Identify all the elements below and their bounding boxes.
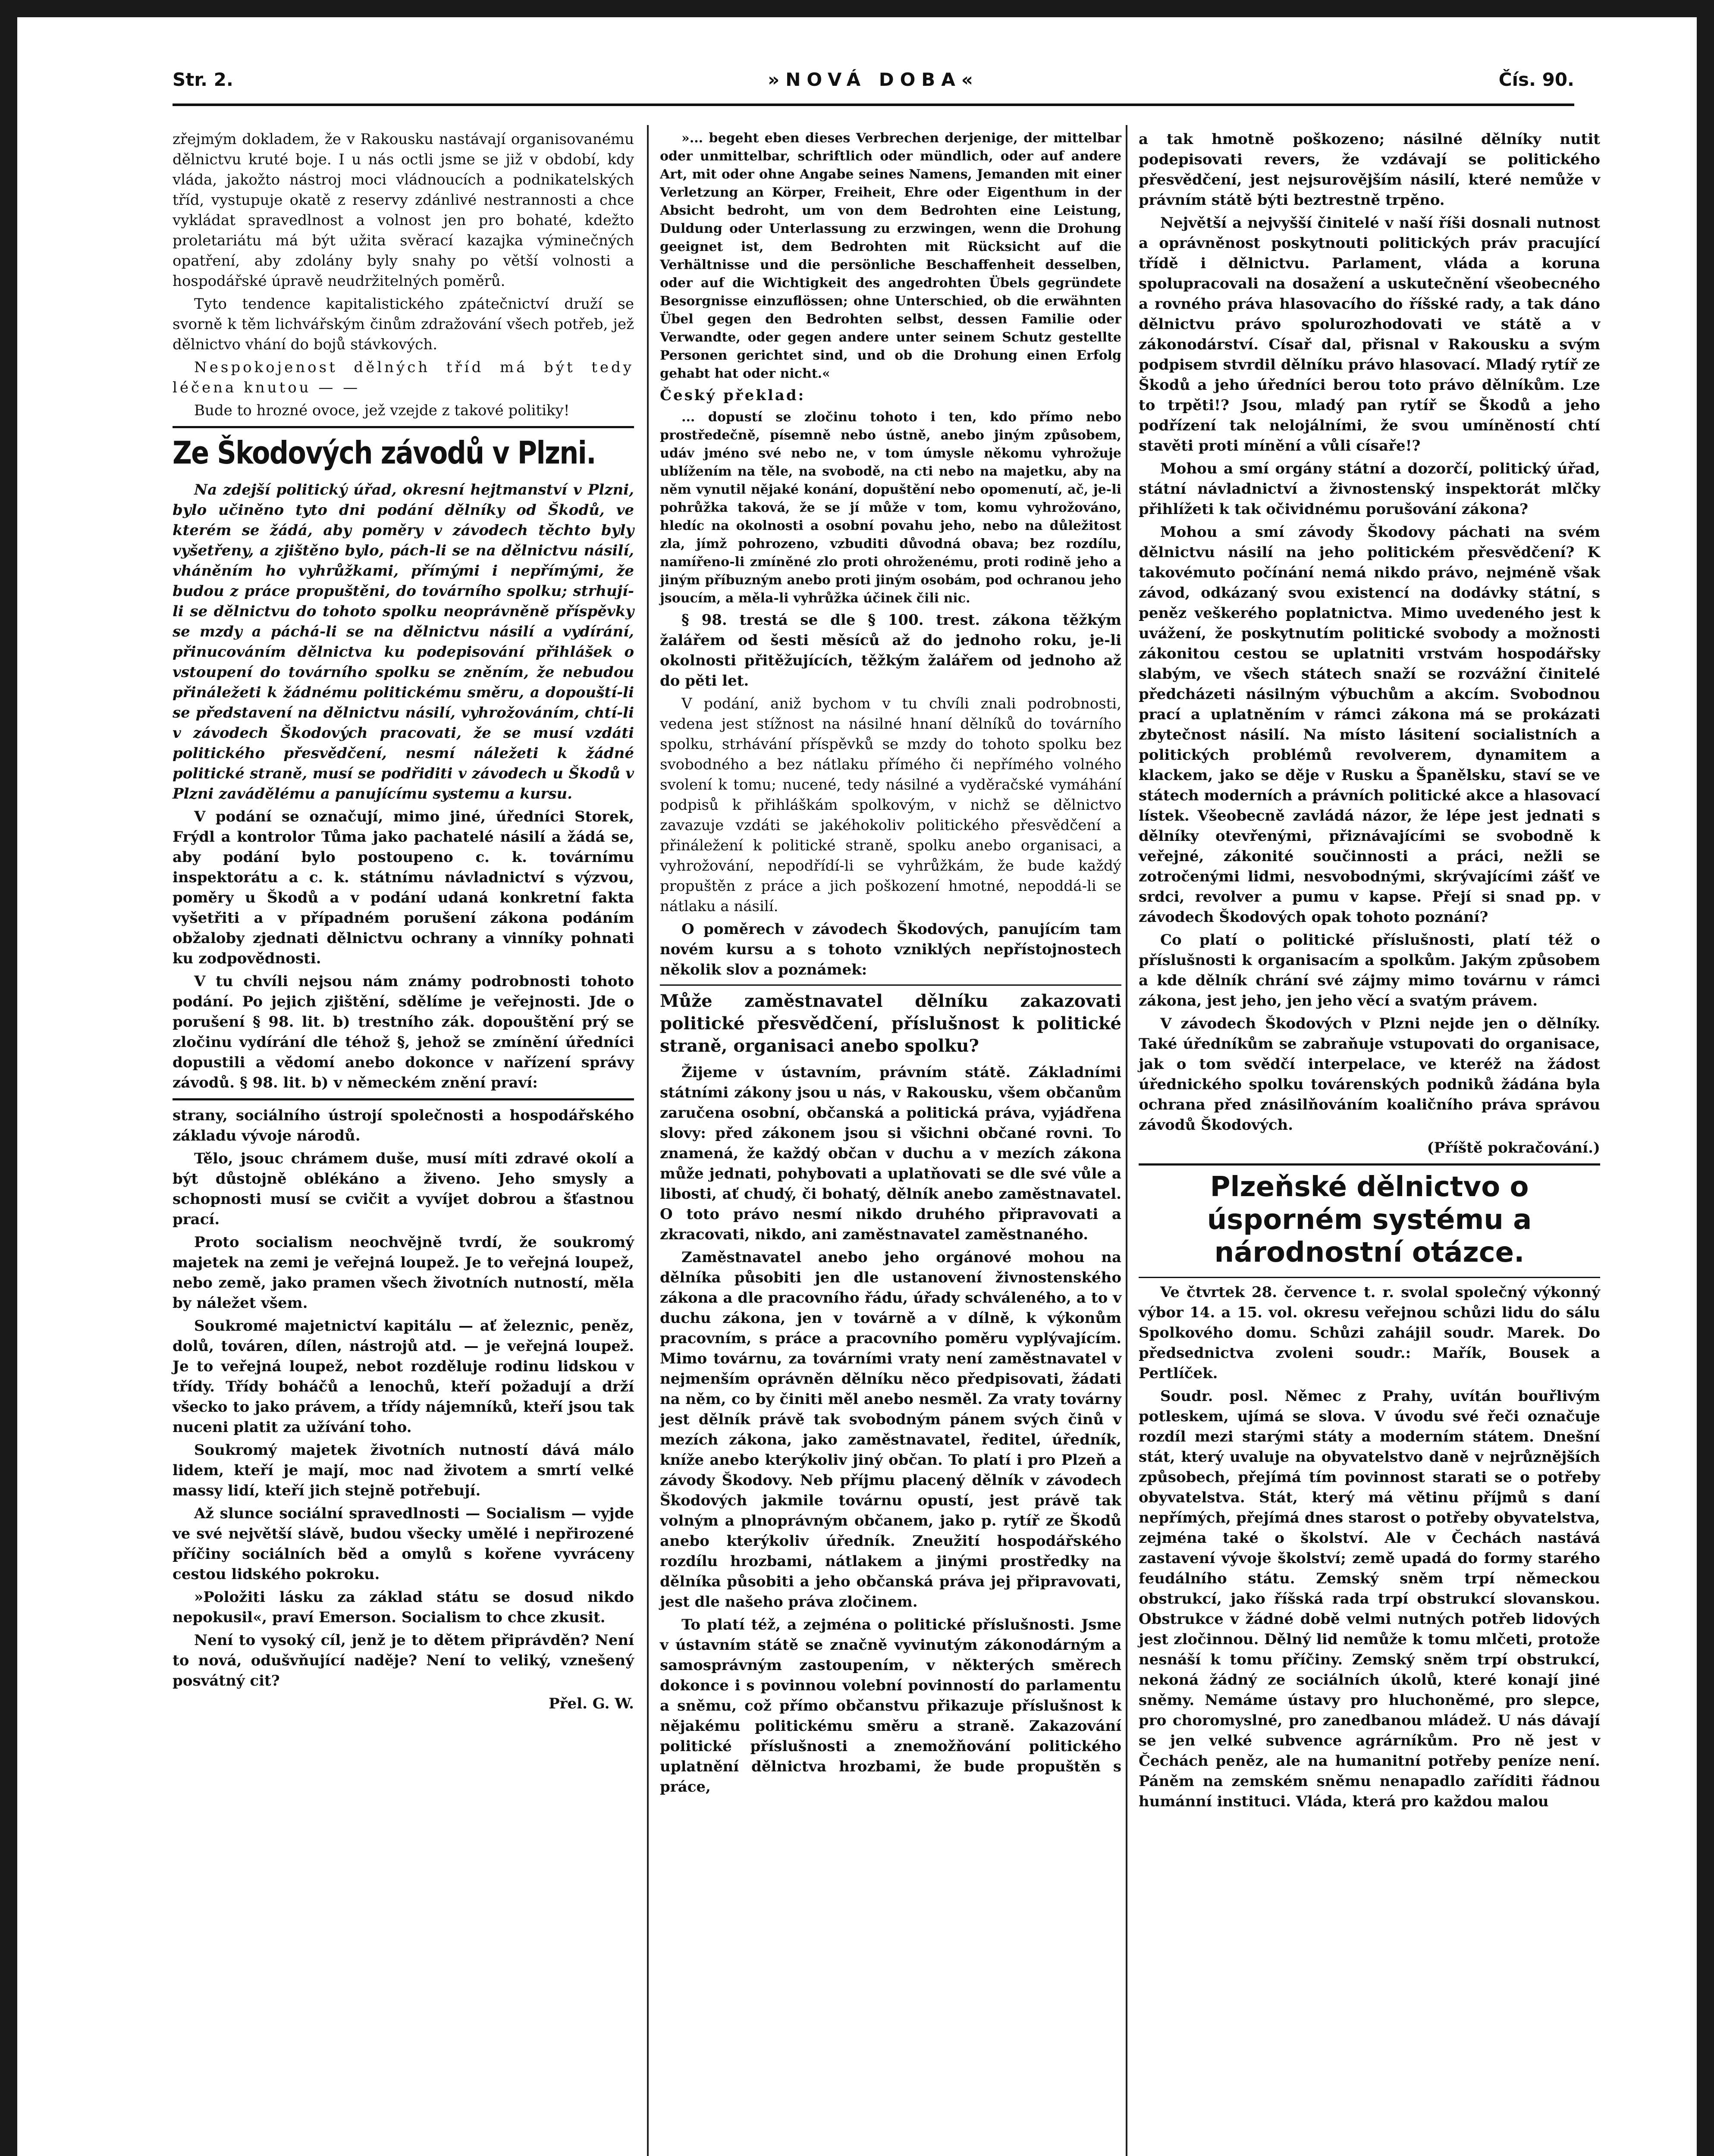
column-3 <box>1139 129 1600 1814</box>
section-rule <box>173 426 634 428</box>
header-rule <box>173 103 1574 106</box>
paragraph: Soudr. posl. Němec z Prahy, uvítán bouřlivým potleskem, ujímá se slova. V úvodu své řeči označuje rozdíl mezi starými státy a moderním státem. Dnešní stát, který uvaluje na obyvatelstvo daně v nejrůznějších způsobech, přejímá tím povinnost starati se o potřeby obyvatelstva. Stát, který má větinu příjmů s daní nepřímých, přejímá dnes starost o potřeby obyvatelstva, zejména také o školství. Ale v Čechách nastává zastavení vývoje školství; země upadá do formy starého feudálního státu. Zemský sněm trpí německou obstrukcí, jako říšská rada trpí obstrukcí slovanskou. Obstrukce v žádné době velmi nutných potřeb lidových jest zločinnou. Dělný lid nemůže k tomu mlčeti, protože nesnáší k tomu příčiny. Zemský sněm trpí obstrukcí, nekoná žádný ze sociálních úkolů, které konají jiné sněmy. Nemáme ústavy pro hluchoněmé, pro slepce, pro choromyslné, pro zanedbanou mládež. U nás dávají se jen velké subvence agrárníkům. Pro ně jest v Čechách peněz, ale na humanitní potřeby peníze není. Páněm na zemském sněmu nenapadlo zaříditi řádnou humánní instituci. Vláda, která pro každou malou <box>1139 1388 1600 1810</box>
article-heading: Ze Škodových závodů v Plzni. <box>173 435 596 471</box>
scan-border-left <box>0 0 17 2156</box>
paragraph: Proto socialism neochvějně tvrdí, že soukromý majetek na zemi je veřejná loupež. Je to veřejná loupež, nebo země, jako pramen všech životních nutností, měla by náležet všem. <box>173 1234 634 1312</box>
column-1 <box>173 129 634 1717</box>
subheading: Může zaměstnavatel dělníku zakazovati politické přesvědčení, příslušnost k politické straně, organisaci anebo spolku? <box>660 991 1121 1056</box>
paragraph: To platí též, a zejména o politické příslušnosti. Jsme v ústavním státě se značně vyvinutým zákonodárným a samosprávným zastoupením, v některých směrech dokonce i s povinnou volební povinností do parlamentu a sněmu, což přímo občanstvu přikazuje příslušnost k nějakému politickému směru a straně. Zakazování politické příslušnosti a znemožňování politického uplatnění dělnictva hrozbami, že bude propuštěn s práce, <box>660 1616 1121 1796</box>
article-heading: Plzeňské dělnictvo o úsporném systému a národnostní otázce. <box>1207 1171 1532 1269</box>
column-2 <box>660 129 1121 1800</box>
czech-translation: ... dopustí se zločinu tohoto i ten, kdo přímo nebo prostředečně, písemně nebo ústně, anebo jiným způsobem, udáv jméno své nebo ne, v tom úmysle někomu vyhrožuje ublížením na těle, na svobodě, na cti nebo na majetku, aby na něm vynutil nějaké konání, dopuštění nebo opomenutí, ač, je-li pohrůžka taková, že se jí může v tom, komu vyhrožováno, hledíc na okolnosti a osobní povahu jeho, nebo na důležitost zla, jímž pohrozeno, vzbuditi důvodná obava; bez rozdílu, namířeno-li zmíněné zlo proti ohroženému, proti rodině jeho a jiným příbuzným anebo proti jiným osobám, pod ochranou jeho jsoucím, a měla-li vyhrůžka účinek čili nic. <box>660 410 1121 606</box>
paragraph: Co platí o politické příslušnosti, platí též o příslušnosti k organisacím a spolkům. Jakým způsobem a kde dělník chrání své zájmy mimo továrnu v rámci zákona, jest jeho, jen jeho věcí a svatým právem. <box>1139 931 1600 1009</box>
section-rule <box>1139 1277 1600 1278</box>
paragraph: V tu chvíli nejsou nám známy podrobnosti tohoto podání. Po jejich zjištění, sdělíme je veřejnosti. Jde o porušení § 98. lit. b) trestního zák. dopouštění prý se zločinu vydírání dle téhož §, jehož se zmínění úředníci dopustili a vědomí anebo dokonce v nařízení správy závodů. § 98. lit. b) v německém znění praví: <box>173 973 634 1091</box>
paragraph: Na zdejší politický úřad, okresní hejtmanství v Plzni, bylo učiněno tyto dni podání dělníky od Škodů, ve kterém se žádá, aby poměry v závodech těchto byly vyšetřeny, a zjištěno bylo, pách-li se na dělnictvu násilí, vháněním ho vyhrůžkami, přímými i nepřímými, že budou z práce propuštěni, do továrního spolku; strhují-li se dělnictvu do tohoto spolku neoprávněně příspěvky se mzdy a páchá-li se na dělnictvu násilí a vydírání, přinucováním dělnictva ku podepisování přihlášek o vstoupení do továrního spolku se zněním, že nebudou přináležeti k žádnému politickému směru, a dopouští-li se představení na dělnictvu násilí, vyhrožováním, chtí-li v závodech Škodových pracovati, že se musí vzdáti politického přesvědčení, nesmí náležeti k žádné politické straně, musí se podřiditi v závodech u Škodů v Plzni zavádělému a panujícímu systemu a kursu. <box>173 481 634 802</box>
paragraph: Tyto tendence kapitalistického zpátečnictví druží se svorně k těm lichvářským činům zdražování všech potřeb, jež dělnictvo vhání do bojů stávkových. <box>173 295 634 353</box>
paragraph: V podání se označují, mimo jiné, úředníci Storek, Frýdl a kontrolor Tůma jako pachatelé násilí a žádá se, aby podání bylo postoupeno c. k. továrnímu inspektorátu a c. k. státnímu návladnictví s výzvou, poměry u Škodů a v podání udaná konkretní fakta vyšetřiti a v případném porušení zákona podáním obžaloby zjednati dělnictvu ochrany a vinníky pohnati ku zodpovědnosti. <box>173 808 634 967</box>
paragraph: a tak hmotně poškozeno; násilné dělníky nutit podepisovati revers, že vzdávají se politického přesvědčení, jest nejsurovějším násilí, které nemůže v právním státě býti beztrestně trpěno. <box>1139 131 1600 209</box>
scan-border-top <box>0 0 1714 17</box>
paragraph: Mohou a smí orgány státní a dozorčí, politický úřad, státní návladnictví a živnostenský inspektorát mlčky přihlížeti k tak očividnému porušování zákona? <box>1139 460 1600 518</box>
signature: Přel. G. W. <box>549 1695 634 1712</box>
german-quote: »... begeht eben dieses Verbrechen derjenige, der mittelbar oder unmittelbar, schriftlich oder mündlich, oder auf andere Art, mit oder ohne Angabe seines Namens, Jemanden mit einer Verletzung an Körper, Freiheit, Ehre oder Eigenthum in der Absicht bedroht, um von dem Bedrohten eine Leistung, Duldung oder Unterlassung zu erzwingen, wenn die Drohung geeignet ist, dem Bedrohten mit Rücksicht auf die Verhältnisse und die persönliche Beschaffenheit desselben, oder auf die Wichtigkeit des angedrohten Übels gegründete Besorgnisse einzuflössen; ohne Unterschied, ob die erwähnten Übel gegen den Bedrohten selbst, dessen Familie oder Verwandte, oder gegen andere unter seinem Schutz gestellte Personen gerichtet sind, und ob die Drohung einen Erfolg gehabt hat oder nicht.« <box>660 131 1121 381</box>
paragraph: »Položiti lásku za základ státu se dosud nikdo nepokusil«, praví Emerson. Socialism to chce zkusit. <box>173 1589 634 1626</box>
section-rule <box>1139 1163 1600 1166</box>
masthead-title: »NOVÁ DOBA« <box>768 69 979 90</box>
paragraph: strany, sociálního ústrojí společnosti a hospodářského základu vývoje národů. <box>173 1107 634 1144</box>
paragraph: Až slunce sociální spravedlnosti — Socialism — vyjde ve své největší slávě, budou všecky umělé i nepřirozené příčiny sociálních běd a omylů s kořene vyvráceny cestou lidského pokroku. <box>173 1505 634 1583</box>
paragraph: V podání, aniž bychom v tu chvíli znali podrobnosti, vedena jest stížnost na násilné hnaní dělníků do továrního spolku, strhávání příspěvků se mzdy do tohoto spolku bez svobodného a bez nátlaku přímého či nepřímého volného svolení k tomu; nucené, tedy násilné a vyděračské vymáhání podpisů k přihláškám spolkovým, v nichž se dělnictvo zavazuje vzdáti se jakéhokoliv politického přesvědčení a přináležení k politické straně, spolku anebo organisaci, a vyhrožování, nepodřídí-li se vyhrůžkám, že bude každý propuštěn z práce a jich poškození hmotné, nepoddá-li se nátlaku a násilí. <box>660 695 1121 915</box>
paragraph: Soukromý majetek životních nutností dává málo lidem, kteří je mají, moc nad životem a smrtí velké massy lidí, kteří jich stejně potřebují. <box>173 1442 634 1499</box>
paragraph: V závodech Škodových v Plzni nejde jen o dělníky. Také úředníkům se zabraňuje vstupovati do organisace, jak o tom svědčí interpelace, ve kteréž na žádost úřednického spolku továrenských podniků žádána byla ochrana před znásilňováním koaličního práva správou závodů Škodových. <box>1139 1015 1600 1134</box>
paragraph: Soukromé majetnictví kapitálu — ať železnic, peněz, dolů, továren, dílen, nástrojů atd. — je veřejná loupež. Je to veřejná loupež, nebot rozděluje rodinu lidskou v třídy. Třídy boháčů a lenochů, kteří požadují a drží všecko to jako právem, a třídy nájemníků, kteří jsou tak nuceni platit za užívání toho. <box>173 1317 634 1436</box>
paragraph: Tělo, jsouc chrámem duše, musí míti zdravé okolí a být důstojně oblékáno a živeno. Jeho smysly a schopnosti musí se cvičit a vyvíjet dobrou a šťastnou prací. <box>173 1150 634 1228</box>
paragraph: O poměrech v závodech Škodových, panujícím tam novém kursu a s tohoto vzniklých nepřístojnostech několik slov a poznámek: <box>660 921 1121 978</box>
paragraph: zřejmým dokladem, že v Rakousku nastávají organisovanému dělnictvu kruté boje. I u nás octli jsme se již v období, kdy vláda, jakožto nástroj moci vládnoucích a podnikatelských tříd, vystupuje okatě z reservy zdánlivé nestrannosti a chce vykládat spravedlnost a volnost jen pro bohaté, kdežto proletariátu má být užita svěrací kazajka výminečných opatření, aby zdolány byly snahy po větší volnosti a hospodářské úpravě neudržitelných poměrů. <box>173 131 634 290</box>
paragraph: Není to vysoký cíl, jenž je to dětem připrávděn? Není to nová, odušvňující naděje? Není to veliký, vznešený posvátný cit? <box>173 1632 634 1689</box>
scan-border-right <box>1697 0 1714 2156</box>
translation-label: Český překlad: <box>660 387 806 404</box>
paragraph: Největší a nejvyšší činitelé v naší říši dosnali nutnost a oprávněnost poskytnouti politických práv pracující třídě i dělnictvu. Parlament, vláda a koruna spolupracovali na dosažení a uskutečnění všeobecného a rovného práva hlasovacího do říšské rady, a tak dáno dělnictvu právo spolurozhodovati ve státě a v zákonodárství. Císař dal, přisnal v Rakousku a svým podpisem stvrdil dělníku právo hlasovací. Mladý rytíř ze Škodů a jeho úředníci berou toto právo dělníkům. Lze to trpěti!? Jsou, mladý pan rytíř se Škodů a jeho podřízení tak nelojálními, že svou umíněností chtí stavěti proti mínění a vůli císaře!? <box>1139 214 1600 454</box>
paragraph: Bude to hrozné ovoce, jež vzejde z takové politiky! <box>194 402 570 419</box>
paragraph: § 98. trestá se dle § 100. trest. zákona těžkým žalářem od šesti měsíců až do jednoho roku, je-li okolnosti přitěžujících, těžkým žalářem od jednoho až do pěti let. <box>660 611 1121 689</box>
continuation-note: (Příště pokračování.) <box>1427 1139 1600 1156</box>
paragraph: Žijeme v ústavním, právním státě. Základními státními zákony jsou u nás, v Rakousku, všem občanům zaručena osobní, občanská a politická práva, vyjádřena slovy: před zákonem jsou si všichni občané rovni. To znamená, že každý občan v duchu a v mezích zákona může jednati, pohybovati a uplatňovati se dle své vůle a libosti, ať chudý, či bohatý, dělník anebo zaměstnavatel. O toto právo nesmí nikdo druhého připravovati a zkracovati, nikdo, ani zaměstnavatel zaměstnaného. <box>660 1064 1121 1243</box>
page-number: Str. 2. <box>173 69 233 90</box>
section-rule <box>173 1098 634 1100</box>
paragraph: Nespokojenost dělných tříd má být tedy léčena knutou — — <box>173 359 634 396</box>
paragraph: Mohou a smí závody Škodovy páchati na svém dělnictvu násilí na jeho politickém přesvědčení? K takovémuto počínání nemá nikdo právo, nejméně však závod, odkázaný svou existencí na dodávky státní, s peněz veškerého poplatnictva. Mimo uvedeného jest k uvážení, že poskytnutím politické svobody a možnosti zákonitou cestou se uplatniti vrstvám hospodářsky slabým, ve všech státech snaží se rozvážní činitelé předcházeti násilným výbuchům a akcím. Svobodnou prací a uplatněním v rámci zákona má se prokázati zbytečnost násilí. Na místo lásitení socialistních a politických problémů revolverem, dynamitem a klackem, jako se děje v Rusku a Španělsku, staví se ve státech moderních a právních politické akce a hlasovací lístek. Všeobecně zavládá názor, že lépe jest jednati s dělníky otevřenými, přiznávajícími se svobodně k veřejné, zákonité součinnosti a práci, nežli se zotročenými lidmi, nesvobodnými, skrývajícími zášť ve srdci, revolver a pumu v kapse. Přejí si snad pp. v závodech Škodových opak tohoto poznání? <box>1139 523 1600 926</box>
column-divider <box>1126 125 1127 2156</box>
page-header <box>173 65 1574 99</box>
paragraph: Zaměstnavatel anebo jeho orgánové mohou na dělníka působiti jen dle ustanovení živnostenského zákona a dle pracovního řádu, úřady schváleného, a to v duchu zákona, jen v továrně a v dílně, k výkonům pracovním, s práce a pracovního poměru vyplývajícím. Mimo továrnu, za továrními vraty není zaměstnavatel v nejmenším oprávněn dělníku něco předpisovati, žádati na něm, co by činiti měl anebo nesměl. Za vraty továrny jest dělník právě tak svobodným pánem svých činů v mezích zákona, jako zaměstnavatel, ředitel, úředník, kníže anebo kterýkoliv jiný občan. To platí i pro Plzeň a závody Škodovy. Neb příjmu placený dělník v závodech Škodových jakmile továrnu opustí, jest právě tak volným a plnoprávným občanem, jako p. rytíř ze Škodů anebo kterýkoliv úředník. Zneužití hospodářského rozdílu hrozbami, nátlakem a jinými prostředky na dělníka působiti a jeho občanská práva jej připravovati, jest dle našeho práva zločinem. <box>660 1249 1121 1611</box>
issue-number: Čís. 90. <box>1498 69 1574 90</box>
paragraph: Ve čtvrtek 28. července t. r. svolal společný výkonný výbor 14. a 15. vol. okresu veřejnou schůzi lidu do sálu Spolkového domu. Schůzi zahájil soudr. Marek. Do předsednictva zvoleni soudr.: Mařík, Bousek a Pertlíček. <box>1139 1284 1600 1382</box>
section-rule <box>660 984 1121 986</box>
column-divider <box>647 125 649 2156</box>
